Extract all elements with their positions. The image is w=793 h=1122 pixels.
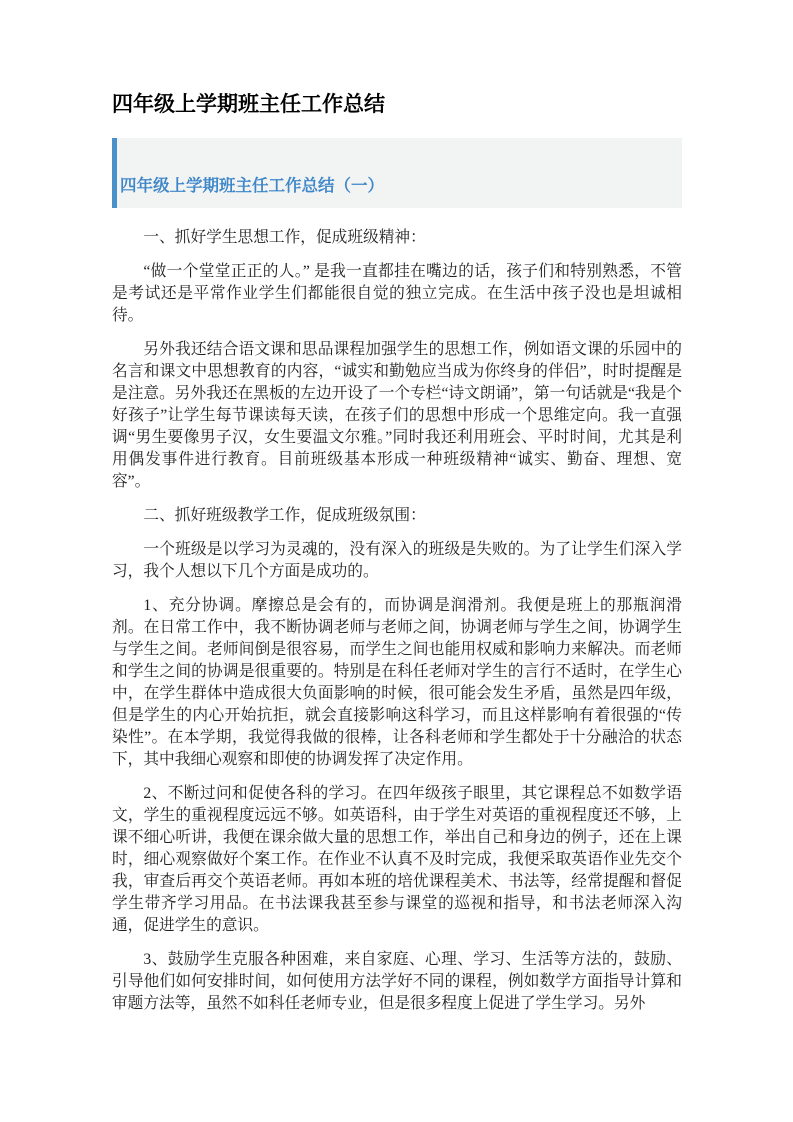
paragraph: 一个班级是以学习为灵魂的，没有深入的班级是失败的。为了让学生们深入学习，我个人想以下几个方面是成功的。: [112, 541, 682, 580]
document-title: 四年级上学期班主任工作总结: [112, 92, 385, 116]
section-banner-title: 四年级上学期班主任工作总结（一）: [120, 176, 384, 195]
paragraph-point-1: 1、充分协调。摩擦总是会有的，而协调是润滑剂。我便是班上的那瓶润滑剂。在日常工作中，我不断协调老师与老师之间，协调老师与学生之间，协调学生与学生之间。老师间倒是很容易，而学生之间也能用权威和影响力来解决。而老师和学生之间的协调是很重要的。特别是在科任老师对学生的言行不适时，在学生心中，在学生群体中造成很大负面影响的时候，很可能会发生矛盾，虽然是四年级，但是学生的内心开始抗拒，就会直接影响这科学习，而且这样影响有着很强的“传染性”。在本学期，我觉得我做的很棒，让各科老师和学生都处于十分融洽的状态下，其中我细心观察和即使的协调发挥了决定作用。: [112, 597, 682, 768]
paragraph-point-3: 3、鼓励学生克服各种困难，来自家庭、心理、学习、生活等方法的，鼓励、引导他们如何安排时间，如何使用方法学好不同的课程，例如数学方面指导计算和审题方法等，虽然不如科任老师专业，但是很多程度上促进了学生学习。另外: [112, 951, 682, 1012]
section-banner: [112, 138, 682, 208]
paragraph-point-2: 2、不断过问和促使各科的学习。在四年级孩子眼里，其它课程总不如数学语文，学生的重视程度远远不够。如英语科，由于学生对英语的重视程度还不够，上课不细心听讲，我便在课余做大量的思想工作，举出自己和身边的例子，还在上课时，细心观察做好个案工作。在作业不认真不及时完成，我便采取英语作业先交个我，审查后再交个英语老师。再如本班的培优课程美术、书法等，经常提醒和督促学生带齐学习用品。在书法课我甚至参与课堂的巡视和指导，和书法老师深入沟通，促进学生的意识。: [112, 785, 682, 934]
document-body: [112, 227, 682, 1015]
paragraph-section-2-heading: 二、抓好班级教学工作，促成班级氛围：: [143, 507, 426, 524]
paragraph: 另外我还结合语文课和思品课程加强学生的思想工作，例如语文课的乐园中的名言和课文中思想教育的内容，“诚实和勤勉应当成为你终身的伴侣”，时时提醒是是注意。另外我还在黑板的左边开设了一个专栏“诗文朗诵”，第一句话就是“我是个好孩子”让学生每节课读每天读，在孩子们的思想中形成一个思维定向。我一直强调“男生要像男子汉，女生要温文尔雅。”同时我还利用班会、平时时间，尤其是利用偶发事件进行教育。目前班级基本形成一种班级精神“诚实、勤奋、理想、宽容”。: [112, 341, 682, 490]
paragraph: “做一个堂堂正正的人。” 是我一直都挂在嘴边的话，孩子们和特别熟悉，不管是考试还是平常作业学生们都能很自觉的独立完成。在生活中孩子没也是坦诚相待。: [112, 263, 682, 324]
paragraph-section-1-heading: 一、抓好学生思想工作，促成班级精神：: [143, 229, 426, 246]
